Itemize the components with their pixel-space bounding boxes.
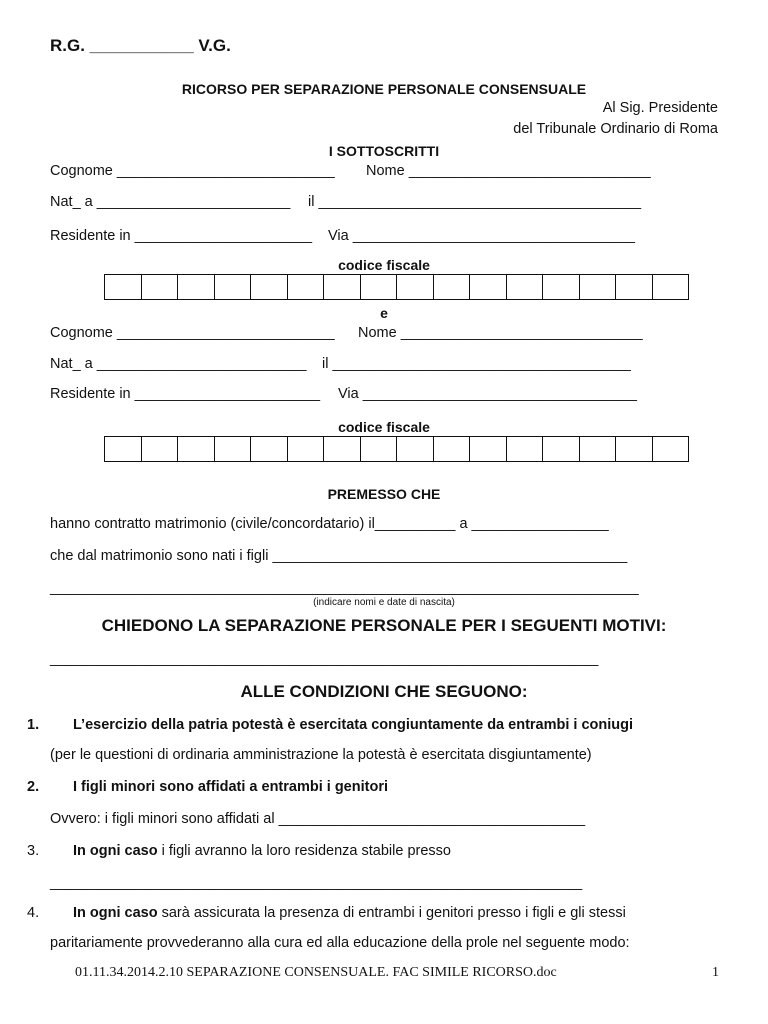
p2-codice-fiscale-label: codice fiscale (338, 419, 430, 435)
cf-box[interactable] (507, 275, 544, 299)
item-4-number: 4. (27, 905, 40, 921)
cf-box[interactable] (361, 437, 398, 461)
premesso-heading: PREMESSO CHE (327, 486, 441, 502)
p1-nome-field[interactable]: Nome ______________________________ (366, 163, 651, 179)
cf-box[interactable] (178, 275, 215, 299)
cf-box[interactable] (215, 275, 252, 299)
p2-birthplace-field[interactable]: Nat_ a __________________________ (50, 356, 307, 372)
cf-box[interactable] (543, 437, 580, 461)
item-1-note: (per le questioni di ordinaria amministrazione la potestà è esercitata disgiuntamente) (50, 747, 592, 763)
cf-box[interactable] (616, 275, 653, 299)
children-note: (indicare nomi e date di nascita) (313, 597, 455, 608)
item-3-number: 3. (27, 843, 40, 859)
cf-box[interactable] (616, 437, 653, 461)
p1-street-field[interactable]: Via ___________________________________ (328, 228, 635, 244)
motivi-field[interactable]: ____________________________________________________________________ (50, 651, 599, 667)
cf-box[interactable] (653, 437, 689, 461)
cf-box[interactable] (288, 437, 325, 461)
item-4-rest: sarà assicurata la presenza di entrambi i genitori presso i figli e gli stessi (157, 905, 626, 921)
p1-cognome-field[interactable]: Cognome ___________________________ (50, 163, 335, 179)
condizioni-heading: ALLE CONDIZIONI CHE SEGUONO: (240, 682, 528, 701)
p1-codice-fiscale-boxes[interactable] (104, 274, 689, 300)
item-4-bold: In ogni caso (73, 905, 158, 921)
item-4-text (73, 904, 626, 922)
document-title: RICORSO PER SEPARAZIONE PERSONALE CONSENSUALE (181, 81, 587, 97)
cf-box[interactable] (580, 275, 617, 299)
p2-nome-field[interactable]: Nome ______________________________ (358, 325, 643, 341)
cf-box[interactable] (251, 275, 288, 299)
addressee-line-2: del Tribunale Ordinario di Roma (513, 121, 718, 137)
item-3-bold: In ogni caso (73, 843, 158, 859)
footer-filename: 01.11.34.2014.2.10 SEPARAZIONE CONSENSUALE. FAC SIMILE RICORSO.doc (75, 965, 557, 980)
p2-street-field[interactable]: Via __________________________________ (338, 386, 637, 402)
rg-header: R.G. ___________ V.G. (50, 36, 231, 55)
footer-page-number: 1 (712, 965, 719, 980)
p2-birthdate-field[interactable]: il _____________________________________ (322, 356, 631, 372)
conjunction-e: e (380, 305, 388, 321)
cf-box[interactable] (215, 437, 252, 461)
cf-box[interactable] (434, 437, 471, 461)
cf-box[interactable] (251, 437, 288, 461)
item-4-continuation: paritariamente provvederanno alla cura ed alla educazione della prole nel seguente modo: (50, 935, 630, 951)
cf-box[interactable] (434, 275, 471, 299)
cf-box[interactable] (470, 275, 507, 299)
marriage-field[interactable]: hanno contratto matrimonio (civile/concordatario) il__________ a _________________ (50, 516, 609, 532)
chiedono-heading: CHIEDONO LA SEPARAZIONE PERSONALE PER I SEGUENTI MOTIVI: (101, 616, 667, 635)
p2-cognome-field[interactable]: Cognome ___________________________ (50, 325, 335, 341)
children-field-continued[interactable]: _________________________________________________________________________ (50, 580, 639, 596)
cf-box[interactable] (105, 275, 142, 299)
cf-box[interactable] (324, 275, 361, 299)
cf-box[interactable] (543, 275, 580, 299)
cf-box[interactable] (142, 275, 179, 299)
p1-birthdate-field[interactable]: il ________________________________________ (308, 194, 642, 210)
p2-codice-fiscale-boxes[interactable] (104, 436, 689, 462)
cf-box[interactable] (507, 437, 544, 461)
addressee-line-1: Al Sig. Presidente (602, 100, 718, 116)
item-3-text (73, 842, 451, 860)
cf-box[interactable] (397, 437, 434, 461)
cf-box[interactable] (361, 275, 398, 299)
cf-box[interactable] (178, 437, 215, 461)
item-3-residence-field[interactable]: __________________________________________________________________ (50, 875, 583, 891)
cf-box[interactable] (580, 437, 617, 461)
cf-box[interactable] (653, 275, 689, 299)
cf-box[interactable] (142, 437, 179, 461)
children-field[interactable]: che dal matrimonio sono nati i figli ____________________________________________ (50, 548, 628, 564)
item-2-number: 2. (27, 779, 40, 795)
cf-box[interactable] (397, 275, 434, 299)
p1-residence-field[interactable]: Residente in ______________________ (50, 228, 313, 244)
cf-box[interactable] (288, 275, 325, 299)
item-1-number: 1. (27, 717, 40, 733)
cf-box[interactable] (324, 437, 361, 461)
item-2-text: I figli minori sono affidati a entrambi i genitori (73, 779, 388, 795)
cf-box[interactable] (105, 437, 142, 461)
p1-birthplace-field[interactable]: Nat_ a ________________________ (50, 194, 291, 210)
item-3-rest: i figli avranno la loro residenza stabile presso (157, 843, 451, 859)
p2-residence-field[interactable]: Residente in _______________________ (50, 386, 321, 402)
item-2-alternative-field[interactable]: Ovvero: i figli minori sono affidati al ______________________________________ (50, 811, 586, 827)
signatories-heading: I SOTTOSCRITTI (328, 143, 440, 159)
cf-box[interactable] (470, 437, 507, 461)
item-1-text: L’esercizio della patria potestà è esercitata congiuntamente da entrambi i coniugi (73, 717, 634, 733)
p1-codice-fiscale-label: codice fiscale (338, 257, 430, 273)
